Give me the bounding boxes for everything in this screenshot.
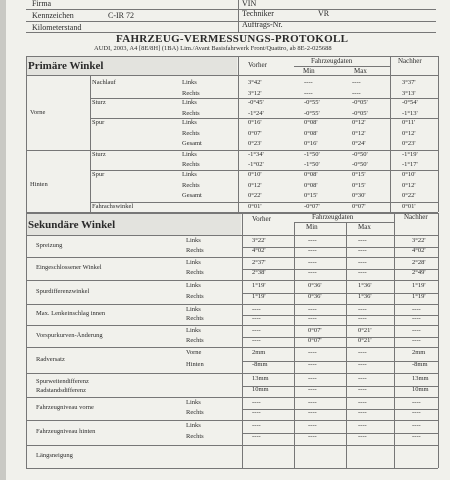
min-value: 0°08' bbox=[304, 171, 318, 178]
vorher-value: 0°23' bbox=[248, 140, 262, 147]
vorher-value: -1°34' bbox=[248, 151, 264, 158]
max-value: ---- bbox=[352, 79, 361, 86]
vorher-value: -1°24' bbox=[248, 110, 264, 117]
min-value: -1°50' bbox=[304, 161, 320, 168]
sec-nachher-value: 1°19' bbox=[412, 292, 426, 300]
vorher-value: 0°10' bbox=[248, 171, 262, 178]
vorher-value: 0°07' bbox=[248, 130, 262, 137]
col-nachher-header: Nachher bbox=[398, 57, 422, 65]
group-hinten: Hinten bbox=[30, 181, 48, 188]
max-value: -0°50' bbox=[352, 151, 368, 158]
sec-max-value: ---- bbox=[358, 259, 367, 266]
sec-side-label: Rechts bbox=[186, 269, 204, 276]
protocol-title: FAHRZEUG-VERMESSUNGS-PROTOKOLL bbox=[116, 33, 349, 45]
max-value: 0°12' bbox=[352, 119, 366, 126]
side-label: Rechts bbox=[182, 182, 200, 189]
col-max-header: Max bbox=[354, 67, 367, 75]
sec-vorher-value: 2mm bbox=[252, 349, 266, 356]
min-value: -0°55' bbox=[304, 99, 320, 106]
max-value: 0°30' bbox=[352, 192, 366, 199]
sec-max-value: ---- bbox=[358, 385, 367, 393]
sec-min-value: 0°07' bbox=[308, 336, 322, 344]
sec-side-label: Rechts bbox=[186, 433, 204, 440]
nachher-value: 0°10' bbox=[402, 171, 416, 178]
sec-max-value: ---- bbox=[358, 375, 367, 382]
sec-vorher-value: 2°37' bbox=[252, 259, 266, 266]
protocol-sheet bbox=[6, 0, 450, 480]
vorher-value: 0°16' bbox=[248, 119, 262, 126]
sec-max-value: 0°21' bbox=[358, 327, 372, 334]
sec-nachher-value: ---- bbox=[412, 306, 421, 313]
min-value: 0°16' bbox=[304, 140, 318, 147]
auftrag-label: Auftrags-Nr. bbox=[242, 20, 283, 29]
sec-item-name: Spurweitendifferenz bbox=[36, 378, 89, 385]
sec-item-name: Spreizung bbox=[36, 241, 63, 249]
angle-label: Spur bbox=[92, 119, 105, 126]
sec-min-value: 0°36' bbox=[308, 292, 322, 300]
sec-side-label: Vorne bbox=[186, 349, 202, 356]
sec-max-value: ---- bbox=[358, 306, 367, 313]
sec-min-value: 0°36' bbox=[308, 282, 322, 289]
sec-nachher-value: ---- bbox=[412, 336, 421, 344]
sec-col-max-header: Max bbox=[358, 223, 371, 231]
sec-side-label: Links bbox=[186, 399, 201, 406]
min-value: ---- bbox=[304, 90, 313, 97]
sec-nachher-value: 13mm bbox=[412, 375, 429, 382]
sec-side-label: Rechts bbox=[186, 246, 204, 254]
sec-vorher-value: ---- bbox=[252, 399, 261, 406]
sec-side-label: Links bbox=[186, 237, 201, 244]
kennzeichen-label: Kennzeichen bbox=[32, 11, 74, 20]
sec-min-value: ---- bbox=[308, 422, 317, 429]
sec-vorher-value: ---- bbox=[252, 422, 261, 429]
primary-heading: Primäre Winkel bbox=[28, 60, 104, 72]
sec-min-value: ---- bbox=[308, 259, 317, 266]
sec-max-value: ---- bbox=[358, 246, 367, 254]
sec-vorher-value: ---- bbox=[252, 336, 261, 344]
sec-item-name: Längsneigung bbox=[36, 452, 73, 459]
min-value: -0°07' bbox=[304, 203, 320, 210]
sec-vorher-value: 13mm bbox=[252, 375, 269, 382]
vorher-value: 3°42' bbox=[248, 79, 262, 86]
sec-side-label: Rechts bbox=[186, 292, 204, 300]
sec-side-label: Hinten bbox=[186, 360, 204, 368]
min-value: 0°08' bbox=[304, 182, 318, 189]
col-min-header: Min bbox=[303, 67, 315, 75]
vorher-value: 0°22' bbox=[248, 192, 262, 199]
min-value: -0°55' bbox=[304, 110, 320, 117]
firma-label: Firma bbox=[32, 0, 52, 8]
vorher-value: 0°01' bbox=[248, 203, 262, 210]
sec-nachher-value: -8mm bbox=[412, 360, 428, 368]
vorher-value: -0°45' bbox=[248, 99, 264, 106]
side-label: Links bbox=[182, 171, 197, 178]
sec-nachher-value: 3°22' bbox=[412, 237, 426, 244]
sec-col-fahrzeugdaten-header: Fahrzeugdaten bbox=[312, 213, 354, 221]
sec-nachher-value: ---- bbox=[412, 327, 421, 334]
sec-max-value: ---- bbox=[358, 399, 367, 406]
vorher-value: -1°02' bbox=[248, 161, 264, 168]
side-label: Links bbox=[182, 151, 197, 158]
max-value: ---- bbox=[352, 90, 361, 97]
side-label: Rechts bbox=[182, 130, 200, 137]
min-value: ---- bbox=[304, 79, 313, 86]
sec-max-value: 1°36' bbox=[358, 282, 372, 289]
side-label: Rechts bbox=[182, 110, 200, 117]
col-fahrzeugdaten-header: Fahrzeugdaten bbox=[311, 57, 353, 65]
sec-max-value: ---- bbox=[358, 315, 367, 322]
sec-side-label: Links bbox=[186, 327, 201, 334]
kennzeichen-value: C-IR 72 bbox=[108, 11, 134, 20]
nachher-value: 3°13' bbox=[402, 90, 416, 97]
nachher-value: -1°19' bbox=[402, 151, 418, 158]
sec-vorher-value: 1°19' bbox=[252, 282, 266, 289]
sec-side-label: Links bbox=[186, 282, 201, 289]
techniker-value: VR bbox=[318, 9, 330, 18]
sec-min-value: ---- bbox=[308, 385, 317, 393]
nachher-value: 0°23' bbox=[402, 140, 416, 147]
angle-label: Sturz bbox=[92, 151, 106, 158]
nachher-value: 0°11' bbox=[402, 119, 416, 126]
side-label: Rechts bbox=[182, 90, 200, 97]
sec-nachher-value: 4°02' bbox=[412, 246, 426, 254]
sec-vorher-value: ---- bbox=[252, 409, 261, 416]
side-label: Links bbox=[182, 99, 197, 106]
sec-min-value: ---- bbox=[308, 360, 317, 368]
sec-max-value: ---- bbox=[358, 433, 367, 440]
sec-vorher-value: -8mm bbox=[252, 360, 268, 368]
sec-max-value: ---- bbox=[358, 349, 367, 356]
nachher-value: 3°37' bbox=[402, 79, 416, 86]
side-label: Gesamt bbox=[182, 140, 202, 147]
side-label: Links bbox=[182, 79, 197, 86]
vin-label: VIN bbox=[242, 0, 257, 8]
vorher-value: 0°12' bbox=[248, 182, 262, 189]
sec-max-value: ---- bbox=[358, 409, 367, 416]
sec-min-value: ---- bbox=[308, 409, 317, 416]
angle-label: Spur bbox=[92, 171, 105, 178]
nachher-value: 0°12' bbox=[402, 130, 416, 137]
sec-nachher-value: ---- bbox=[412, 399, 421, 406]
sec-nachher-value: ---- bbox=[412, 315, 421, 322]
sec-side-label: Rechts bbox=[186, 409, 204, 416]
max-value: 0°12' bbox=[352, 130, 366, 137]
max-value: -0°05' bbox=[352, 99, 368, 106]
col-vorher-header: Vorher bbox=[248, 61, 267, 69]
sec-side-label: Links bbox=[186, 422, 201, 429]
sec-side-label: Rechts bbox=[186, 315, 204, 322]
nachher-value: 0°22' bbox=[402, 192, 416, 199]
angle-label: Sturz bbox=[92, 99, 106, 106]
sec-nachher-value: ---- bbox=[412, 422, 421, 429]
nachher-value: -1°17' bbox=[402, 161, 418, 168]
secondary-heading: Sekundäre Winkel bbox=[28, 219, 116, 231]
sec-nachher-value: 10mm bbox=[412, 385, 429, 393]
techniker-label: Techniker bbox=[242, 9, 274, 18]
min-value: 0°08' bbox=[304, 130, 318, 137]
sec-vorher-value: ---- bbox=[252, 433, 261, 440]
sec-max-value: 0°21' bbox=[358, 336, 372, 344]
kilometerstand-label: Kilometerstand bbox=[32, 23, 82, 32]
min-value: -1°50' bbox=[304, 151, 320, 158]
sec-min-value: 0°07' bbox=[308, 327, 322, 334]
sec-item-name: Spurdifferenzwinkel bbox=[36, 287, 90, 295]
vehicle-subtitle: AUDI, 2003, A4 [8E/8H] (1BA) Lim./Avant Basisfahrwerk Front/Quattro, ab 8E-2-025688 bbox=[94, 45, 332, 52]
sec-vorher-value: ---- bbox=[252, 315, 261, 322]
nachher-value: -1°13' bbox=[402, 110, 418, 117]
sec-min-value: ---- bbox=[308, 399, 317, 406]
sec-min-value: ---- bbox=[308, 306, 317, 313]
group-vorne: Vorne bbox=[30, 109, 46, 116]
sec-nachher-value: ---- bbox=[412, 433, 421, 440]
angle-label: Nachlauf bbox=[92, 79, 116, 86]
sec-side-label: Links bbox=[186, 306, 201, 313]
vorher-value: 3°12' bbox=[248, 90, 262, 97]
angle-label: Fahrachswinkel bbox=[92, 203, 134, 210]
sec-col-vorher-header: Vorher bbox=[252, 215, 271, 223]
sec-col-nachher-header: Nachher bbox=[404, 213, 428, 221]
max-value: -0°05' bbox=[352, 110, 368, 117]
sec-item-name: Fahrzeugniveau hinten bbox=[36, 428, 96, 435]
sec-nachher-value: 2°49' bbox=[412, 269, 426, 276]
sec-vorher-value: 3°22' bbox=[252, 237, 266, 244]
sec-side-label: Rechts bbox=[186, 336, 204, 344]
sec-vorher-value: 4°02' bbox=[252, 246, 266, 254]
sec-side-label: Links bbox=[186, 259, 201, 266]
min-value: 0°08' bbox=[304, 119, 318, 126]
max-value: 0°15' bbox=[352, 171, 366, 178]
sec-vorher-value: ---- bbox=[252, 327, 261, 334]
sec-min-value: ---- bbox=[308, 433, 317, 440]
max-value: 0°24' bbox=[352, 140, 366, 147]
sec-max-value: ---- bbox=[358, 237, 367, 244]
sec-min-value: ---- bbox=[308, 315, 317, 322]
side-label: Links bbox=[182, 119, 197, 126]
min-value: 0°15' bbox=[304, 192, 318, 199]
sec-max-value: ---- bbox=[358, 360, 367, 368]
sec-item-name: Eingeschlossener Winkel bbox=[36, 264, 102, 271]
sec-nachher-value: 2°28' bbox=[412, 259, 426, 266]
sec-vorher-value: 1°19' bbox=[252, 292, 266, 300]
sec-min-value: ---- bbox=[308, 237, 317, 244]
sec-max-value: ---- bbox=[358, 422, 367, 429]
sec-max-value: ---- bbox=[358, 269, 367, 276]
sec-vorher-value: 2°38' bbox=[252, 269, 266, 276]
sec-col-min-header: Min bbox=[306, 223, 318, 231]
sec-vorher-value: 10mm bbox=[252, 385, 269, 393]
max-value: 0°15' bbox=[352, 182, 366, 189]
sec-item-name: Radversatz bbox=[36, 355, 65, 363]
sec-min-value: ---- bbox=[308, 246, 317, 254]
sec-nachher-value: 2mm bbox=[412, 349, 426, 356]
side-label: Gesamt bbox=[182, 192, 202, 199]
sec-max-value: 1°36' bbox=[358, 292, 372, 300]
sec-nachher-value: 1°19' bbox=[412, 282, 426, 289]
sec-item-name: Fahrzeugniveau vorne bbox=[36, 404, 94, 411]
sec-nachher-value: ---- bbox=[412, 409, 421, 416]
nachher-value: -0°54' bbox=[402, 99, 418, 106]
side-label: Rechts bbox=[182, 161, 200, 168]
sec-min-value: ---- bbox=[308, 349, 317, 356]
sec-item-name2: Radstandsdifferenz bbox=[36, 387, 87, 394]
sec-min-value: ---- bbox=[308, 269, 317, 276]
max-value: 0°07' bbox=[352, 203, 366, 210]
sec-item-name: Max. Lenkeinschlag innen bbox=[36, 310, 106, 317]
max-value: -0°50' bbox=[352, 161, 368, 168]
sec-min-value: ---- bbox=[308, 375, 317, 382]
nachher-value: 0°01' bbox=[402, 203, 416, 210]
sec-vorher-value: ---- bbox=[252, 306, 261, 313]
nachher-value: 0°12' bbox=[402, 182, 416, 189]
sec-item-name: Vorspurkurven-Änderung bbox=[36, 331, 103, 339]
